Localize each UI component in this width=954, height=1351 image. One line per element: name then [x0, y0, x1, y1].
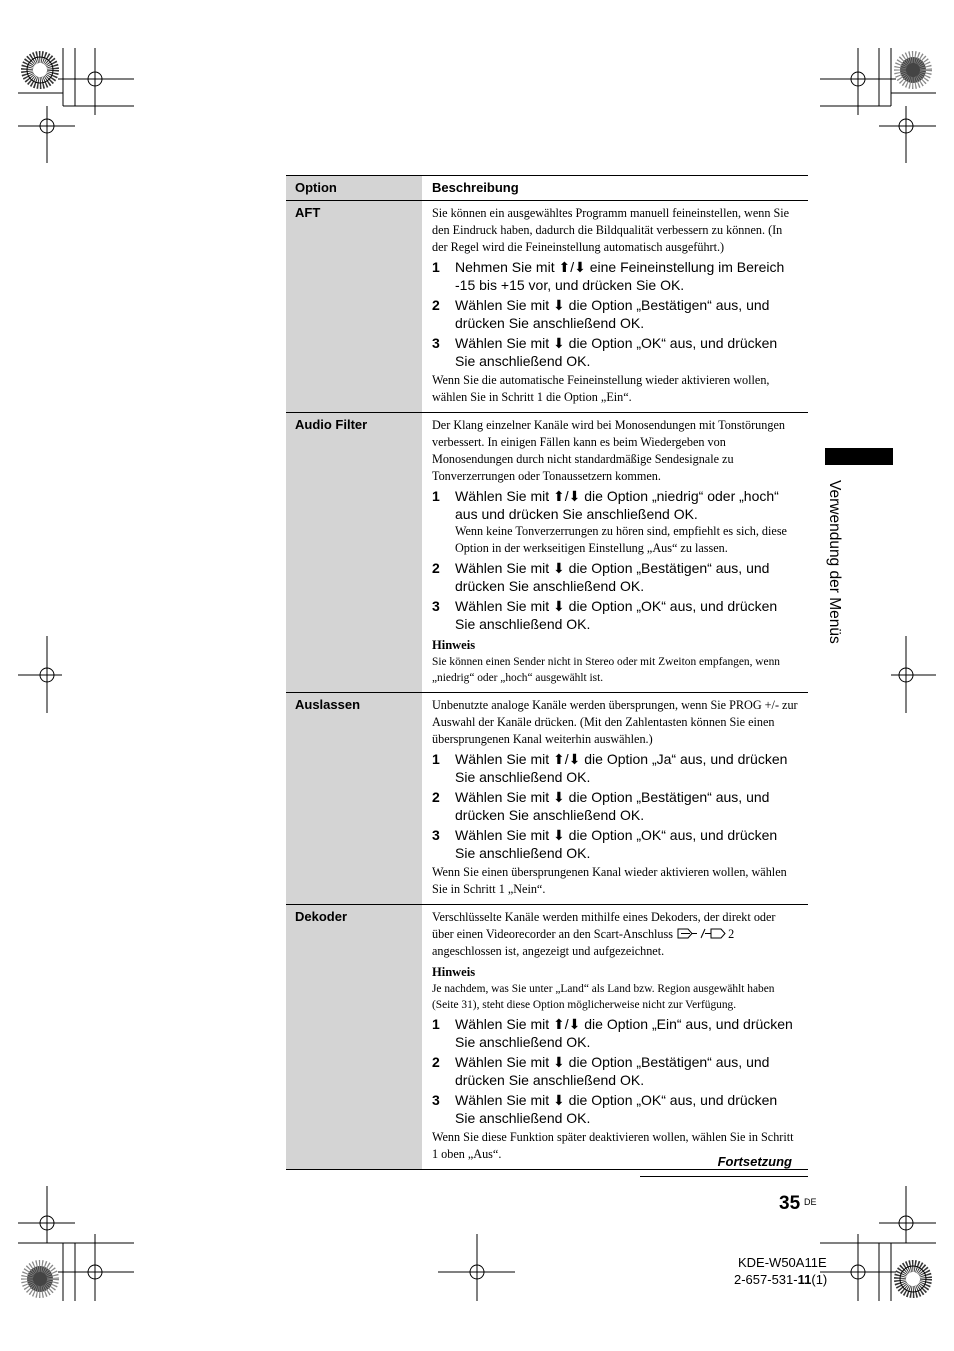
- step: 1 Wählen Sie mit ⬆/⬇ die Option „Ein“ aus, und drücken Sie anschließend OK.: [432, 1016, 793, 1050]
- step: 2 Wählen Sie mit ⬇ die Option „Bestätigen“ aus, und drücken Sie anschließend OK.: [432, 1054, 770, 1088]
- step: 3 Wählen Sie mit ⬇ die Option „OK“ aus, und drücken Sie anschließend OK.: [432, 598, 778, 632]
- step: 1 Wählen Sie mit ⬆/⬇ die Option „niedrig“ oder „hoch“ aus und drücken Sie anschließend OK.: [432, 488, 779, 522]
- intro-text: Sie können ein ausgewähltes Programm manuell feineinstellen, wenn Sie den Eindruck haben, dadurch die Bildqualität verbessern zu können. (In der Regel wird die Feineinstellung automatisch ausgeführt.): [432, 206, 790, 254]
- continuation-rule: [640, 1154, 808, 1177]
- option-description: [422, 693, 808, 904]
- hint-title: Hinweis: [432, 638, 476, 652]
- option-description: [422, 905, 808, 1169]
- table-header: [286, 175, 808, 201]
- page-language: DE: [804, 1197, 817, 1207]
- part-number: 2-657-531-11(1): [734, 1272, 828, 1287]
- step-subnote: Wenn keine Tonverzerrungen zu hören sind, empfiehlt es sich, diese Option in der werkseitigen Einstellung „Aus“ zu lassen.: [455, 524, 787, 555]
- option-label: Auslassen: [286, 693, 422, 904]
- section-title-vertical: Verwendung der Menüs: [826, 480, 843, 644]
- table-row-dekoder: [286, 905, 808, 1170]
- option-description: [422, 413, 808, 692]
- option-label: Dekoder: [286, 905, 422, 1169]
- hint-text: Sie können einen Sender nicht in Stereo oder mit Zweiton empfangen, wenn „niedrig“ oder „hoch“ ausgewählt ist.: [432, 656, 780, 684]
- step: 2 Wählen Sie mit ⬇ die Option „Bestätigen“ aus, und drücken Sie anschließend OK.: [432, 789, 770, 823]
- step: 1 Wählen Sie mit ⬆/⬇ die Option „Ja“ aus, und drücken Sie anschließend OK.: [432, 751, 788, 785]
- scart-connector-icon: [676, 927, 728, 940]
- note-text: Wenn Sie einen übersprungenen Kanal wieder aktivieren wollen, wählen Sie in Schritt 1 „Nein“.: [432, 865, 787, 896]
- step: 1 Nehmen Sie mit ⬆/⬇ eine Feineinstellung im Bereich -15 bis +15 vor, und drücken Sie OK.: [432, 259, 785, 293]
- step: 3 Wählen Sie mit ⬇ die Option „OK“ aus, und drücken Sie anschließend OK.: [432, 335, 778, 369]
- page-number: 35: [779, 1193, 801, 1214]
- options-table: [286, 175, 808, 1170]
- header-option: Option: [286, 176, 422, 200]
- model-number: KDE-W50A11E: [738, 1255, 827, 1270]
- option-label: AFT: [286, 201, 422, 412]
- option-label: Audio Filter: [286, 413, 422, 692]
- option-description: [422, 201, 808, 412]
- intro-text: Verschlüsselte Kanäle werden mithilfe eines Dekoders, der direkt oder über einen Videorecorder an den Scart-Anschluss 2 angeschlossen ist, angezeigt und aufgezeichnet.: [432, 910, 776, 958]
- section-tab-marker: [825, 448, 893, 465]
- intro-text: Der Klang einzelner Kanäle wird bei Monosendungen mit Tonstörungen verbessert. In einigen Fällen kann es beim Wiedergeben von Monosendungen durch nicht standardmäßige Sendesignale zu Tonverzerrungen oder Tonaussetzern kommen.: [432, 418, 785, 483]
- note-text: Wenn Sie die automatische Feineinstellung wieder aktivieren wollen, wählen Sie in Schritt 1 die Option „Ein“.: [432, 373, 770, 404]
- hint-title: Hinweis: [432, 965, 476, 979]
- continuation-label: Fortsetzung: [717, 1154, 792, 1169]
- step: 2 Wählen Sie mit ⬇ die Option „Bestätigen“ aus, und drücken Sie anschließend OK.: [432, 560, 770, 594]
- table-row-auslassen: [286, 693, 808, 905]
- intro-text: Unbenutzte analoge Kanäle werden übersprungen, wenn Sie PROG +/- zur Auswahl der Kanäle drücken. (Mit den Zahlentasten können Sie einen übersprungenen Kanal weiterhin auswählen.): [432, 698, 798, 746]
- hint-text: Je nachdem, was Sie unter „Land“ als Land bzw. Region ausgewählt haben (Seite 31), steht diese Option möglicherweise nicht zur Verfügung.: [432, 983, 775, 1011]
- note-text: Wenn Sie diese Funktion später deaktivieren wollen, wählen Sie in Schritt 1 oben „Aus“.: [432, 1130, 794, 1161]
- step: 3 Wählen Sie mit ⬇ die Option „OK“ aus, und drücken Sie anschließend OK.: [432, 827, 778, 861]
- table-row-audio-filter: [286, 413, 808, 693]
- table-row-aft: [286, 201, 808, 413]
- header-description: Beschreibung: [432, 180, 519, 195]
- step: 2 Wählen Sie mit ⬇ die Option „Bestätigen“ aus, und drücken Sie anschließend OK.: [432, 297, 770, 331]
- step: 3 Wählen Sie mit ⬇ die Option „OK“ aus, und drücken Sie anschließend OK.: [432, 1092, 778, 1126]
